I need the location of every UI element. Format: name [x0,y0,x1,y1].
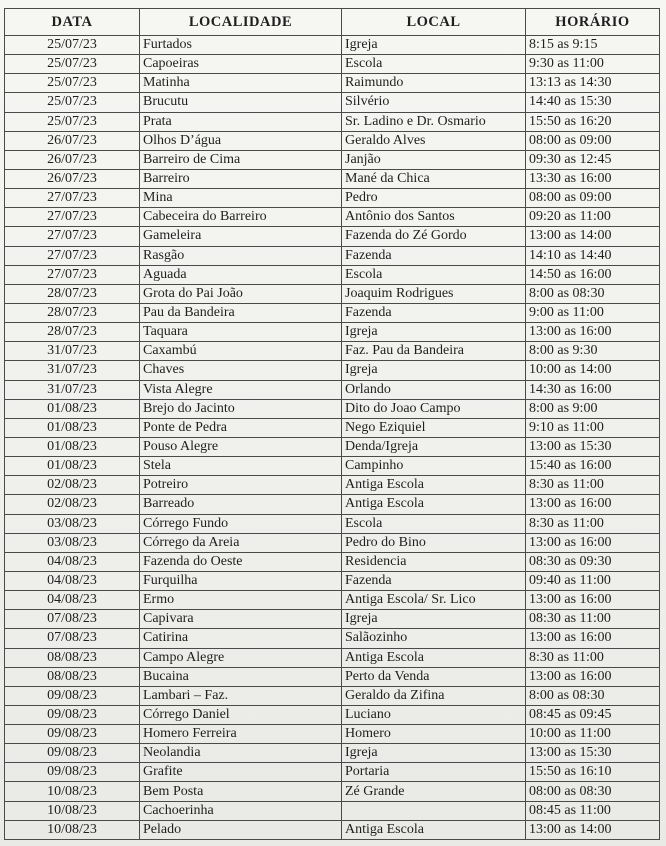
cell-time: 15:40 as 16:00 [526,457,660,476]
cell-time: 08:00 as 09:00 [526,131,660,150]
cell-date: 09/08/23 [5,686,140,705]
cell-locality: Olhos D’água [140,131,342,150]
table-row [5,514,660,533]
table-row [5,457,660,476]
cell-time: 15:50 as 16:10 [526,763,660,782]
cell-locality: Furquilha [140,571,342,590]
cell-place: Igreja [342,610,526,629]
cell-time: 9:30 as 11:00 [526,55,660,74]
cell-time: 8:30 as 11:00 [526,648,660,667]
table-row [5,36,660,55]
cell-place: Antiga Escola [342,648,526,667]
cell-locality: Neolandia [140,744,342,763]
cell-date: 25/07/23 [5,36,140,55]
cell-time: 8:30 as 11:00 [526,514,660,533]
cell-place: Nego Eziquiel [342,418,526,437]
cell-date: 31/07/23 [5,342,140,361]
cell-time: 08:45 as 11:00 [526,801,660,820]
cell-time: 13:00 as 16:00 [526,667,660,686]
cell-place: Orlando [342,380,526,399]
cell-locality: Lambari – Faz. [140,686,342,705]
cell-locality: Furtados [140,36,342,55]
cell-date: 25/07/23 [5,55,140,74]
table-row [5,552,660,571]
cell-locality: Grafite [140,763,342,782]
cell-locality: Bem Posta [140,782,342,801]
cell-locality: Capoeiras [140,55,342,74]
table-row [5,227,660,246]
cell-place: Igreja [342,36,526,55]
cell-place: Escola [342,55,526,74]
cell-time: 08:45 as 09:45 [526,705,660,724]
cell-locality: Rasgão [140,246,342,265]
cell-time: 09:40 as 11:00 [526,571,660,590]
cell-time: 9:10 as 11:00 [526,418,660,437]
cell-locality: Bucaina [140,667,342,686]
cell-place: Joaquim Rodrigues [342,284,526,303]
table-row [5,437,660,456]
cell-time: 13:13 as 14:30 [526,74,660,93]
cell-locality: Chaves [140,361,342,380]
table-row [5,686,660,705]
cell-time: 13:00 as 16:00 [526,591,660,610]
table-row [5,284,660,303]
cell-place: Antiga Escola [342,820,526,839]
cell-locality: Ponte de Pedra [140,418,342,437]
cell-time: 14:10 as 14:40 [526,246,660,265]
cell-date: 28/07/23 [5,323,140,342]
header-row [5,9,660,36]
cell-place: Dito do Joao Campo [342,399,526,418]
cell-locality: Matinha [140,74,342,93]
cell-time: 8:00 as 9:30 [526,342,660,361]
cell-time: 09:20 as 11:00 [526,208,660,227]
cell-place: Campinho [342,457,526,476]
cell-date: 28/07/23 [5,303,140,322]
cell-place: Zé Grande [342,782,526,801]
cell-date: 27/07/23 [5,227,140,246]
cell-date: 27/07/23 [5,265,140,284]
cell-locality: Brejo do Jacinto [140,399,342,418]
cell-date: 25/07/23 [5,74,140,93]
cell-time: 14:50 as 16:00 [526,265,660,284]
cell-time: 13:00 as 16:00 [526,495,660,514]
table-row [5,744,660,763]
cell-place: Silvério [342,93,526,112]
cell-place: Pedro [342,189,526,208]
cell-place [342,801,526,820]
table-row [5,495,660,514]
cell-date: 09/08/23 [5,763,140,782]
cell-locality: Pau da Bandeira [140,303,342,322]
cell-locality: Capivara [140,610,342,629]
cell-time: 15:50 as 16:20 [526,112,660,131]
table-row [5,265,660,284]
cell-time: 08:30 as 11:00 [526,610,660,629]
table-row [5,610,660,629]
cell-date: 03/08/23 [5,514,140,533]
cell-place: Janjão [342,150,526,169]
cell-place: Pedro do Bino [342,533,526,552]
cell-time: 13:00 as 16:00 [526,629,660,648]
cell-date: 10/08/23 [5,801,140,820]
table-row [5,648,660,667]
cell-date: 01/08/23 [5,437,140,456]
cell-place: Raimundo [342,74,526,93]
cell-date: 26/07/23 [5,150,140,169]
cell-place: Antiga Escola [342,476,526,495]
cell-locality: Homero Ferreira [140,725,342,744]
cell-place: Fazenda [342,303,526,322]
table-row [5,667,660,686]
table-row [5,112,660,131]
cell-place: Sr. Ladino e Dr. Osmario [342,112,526,131]
cell-place: Antiga Escola/ Sr. Lico [342,591,526,610]
cell-locality: Mina [140,189,342,208]
cell-date: 01/08/23 [5,399,140,418]
cell-place: Igreja [342,323,526,342]
table-row [5,93,660,112]
cell-locality: Catirina [140,629,342,648]
cell-locality: Prata [140,112,342,131]
table-row [5,131,660,150]
table-row [5,55,660,74]
cell-date: 01/08/23 [5,457,140,476]
cell-place: Geraldo Alves [342,131,526,150]
header-locality: LOCALIDADE [140,9,342,36]
cell-date: 09/08/23 [5,744,140,763]
cell-time: 08:00 as 09:00 [526,189,660,208]
cell-date: 04/08/23 [5,591,140,610]
table-row [5,571,660,590]
cell-date: 10/08/23 [5,820,140,839]
cell-time: 14:30 as 16:00 [526,380,660,399]
cell-place: Luciano [342,705,526,724]
cell-time: 13:00 as 14:00 [526,820,660,839]
cell-locality: Vista Alegre [140,380,342,399]
cell-place: Mané da Chica [342,169,526,188]
cell-date: 09/08/23 [5,705,140,724]
table-body [5,36,660,840]
cell-time: 08:00 as 08:30 [526,782,660,801]
table-row [5,418,660,437]
cell-time: 14:40 as 15:30 [526,93,660,112]
header-date: DATA [5,9,140,36]
cell-locality: Cabeceira do Barreiro [140,208,342,227]
cell-locality: Stela [140,457,342,476]
table-row [5,169,660,188]
table-row [5,208,660,227]
cell-time: 10:00 as 11:00 [526,725,660,744]
cell-time: 8:15 as 9:15 [526,36,660,55]
cell-date: 07/08/23 [5,629,140,648]
table-row [5,725,660,744]
cell-place: Escola [342,265,526,284]
cell-place: Denda/Igreja [342,437,526,456]
cell-date: 25/07/23 [5,93,140,112]
cell-time: 13:30 as 16:00 [526,169,660,188]
cell-date: 27/07/23 [5,246,140,265]
table-row [5,342,660,361]
cell-place: Residencia [342,552,526,571]
cell-place: Fazenda [342,571,526,590]
cell-date: 08/08/23 [5,648,140,667]
cell-date: 03/08/23 [5,533,140,552]
cell-time: 8:30 as 11:00 [526,476,660,495]
cell-place: Antônio dos Santos [342,208,526,227]
cell-date: 09/08/23 [5,725,140,744]
table-row [5,705,660,724]
cell-time: 10:00 as 14:00 [526,361,660,380]
cell-locality: Campo Alegre [140,648,342,667]
cell-locality: Barreado [140,495,342,514]
table-row [5,476,660,495]
cell-place: Antiga Escola [342,495,526,514]
cell-time: 9:00 as 11:00 [526,303,660,322]
cell-date: 04/08/23 [5,552,140,571]
cell-date: 01/08/23 [5,418,140,437]
cell-time: 13:00 as 14:00 [526,227,660,246]
cell-date: 26/07/23 [5,169,140,188]
cell-date: 08/08/23 [5,667,140,686]
cell-locality: Pouso Alegre [140,437,342,456]
table-row [5,246,660,265]
cell-date: 10/08/23 [5,782,140,801]
cell-time: 13:00 as 16:00 [526,533,660,552]
cell-date: 02/08/23 [5,495,140,514]
cell-time: 13:00 as 16:00 [526,323,660,342]
cell-locality: Barreiro [140,169,342,188]
cell-place: Fazenda [342,246,526,265]
cell-locality: Gameleira [140,227,342,246]
table-row [5,323,660,342]
schedule-table [4,8,660,840]
cell-locality: Grota do Pai João [140,284,342,303]
table-row [5,629,660,648]
table-row [5,801,660,820]
table-row [5,361,660,380]
cell-place: Homero [342,725,526,744]
cell-locality: Taquara [140,323,342,342]
header-time: HORÁRIO [526,9,660,36]
cell-locality: Pelado [140,820,342,839]
header-place: LOCAL [342,9,526,36]
cell-locality: Córrego da Areia [140,533,342,552]
cell-date: 25/07/23 [5,112,140,131]
table-row [5,380,660,399]
table-row [5,763,660,782]
cell-locality: Cachoerinha [140,801,342,820]
table-row [5,189,660,208]
cell-locality: Potreiro [140,476,342,495]
table-header [5,9,660,36]
cell-time: 13:00 as 15:30 [526,744,660,763]
cell-locality: Caxambú [140,342,342,361]
cell-locality: Aguada [140,265,342,284]
cell-date: 02/08/23 [5,476,140,495]
table-row [5,533,660,552]
cell-place: Igreja [342,361,526,380]
cell-place: Igreja [342,744,526,763]
cell-time: 09:30 as 12:45 [526,150,660,169]
cell-date: 31/07/23 [5,361,140,380]
cell-date: 31/07/23 [5,380,140,399]
cell-time: 8:00 as 08:30 [526,686,660,705]
cell-place: Escola [342,514,526,533]
table-row [5,591,660,610]
cell-locality: Córrego Fundo [140,514,342,533]
cell-time: 8:00 as 9:00 [526,399,660,418]
cell-locality: Brucutu [140,93,342,112]
table-row [5,74,660,93]
cell-time: 8:00 as 08:30 [526,284,660,303]
cell-locality: Fazenda do Oeste [140,552,342,571]
cell-place: Salãozinho [342,629,526,648]
cell-date: 26/07/23 [5,131,140,150]
table-row [5,303,660,322]
cell-date: 04/08/23 [5,571,140,590]
cell-locality: Córrego Daniel [140,705,342,724]
cell-locality: Barreiro de Cima [140,150,342,169]
cell-place: Geraldo da Zifina [342,686,526,705]
cell-time: 13:00 as 15:30 [526,437,660,456]
cell-place: Perto da Venda [342,667,526,686]
cell-place: Faz. Pau da Bandeira [342,342,526,361]
table-row [5,150,660,169]
cell-date: 28/07/23 [5,284,140,303]
cell-time: 08:30 as 09:30 [526,552,660,571]
cell-date: 27/07/23 [5,208,140,227]
table-row [5,782,660,801]
table-row [5,820,660,839]
cell-date: 07/08/23 [5,610,140,629]
cell-locality: Ermo [140,591,342,610]
cell-place: Portaria [342,763,526,782]
cell-date: 27/07/23 [5,189,140,208]
cell-place: Fazenda do Zé Gordo [342,227,526,246]
table-row [5,399,660,418]
